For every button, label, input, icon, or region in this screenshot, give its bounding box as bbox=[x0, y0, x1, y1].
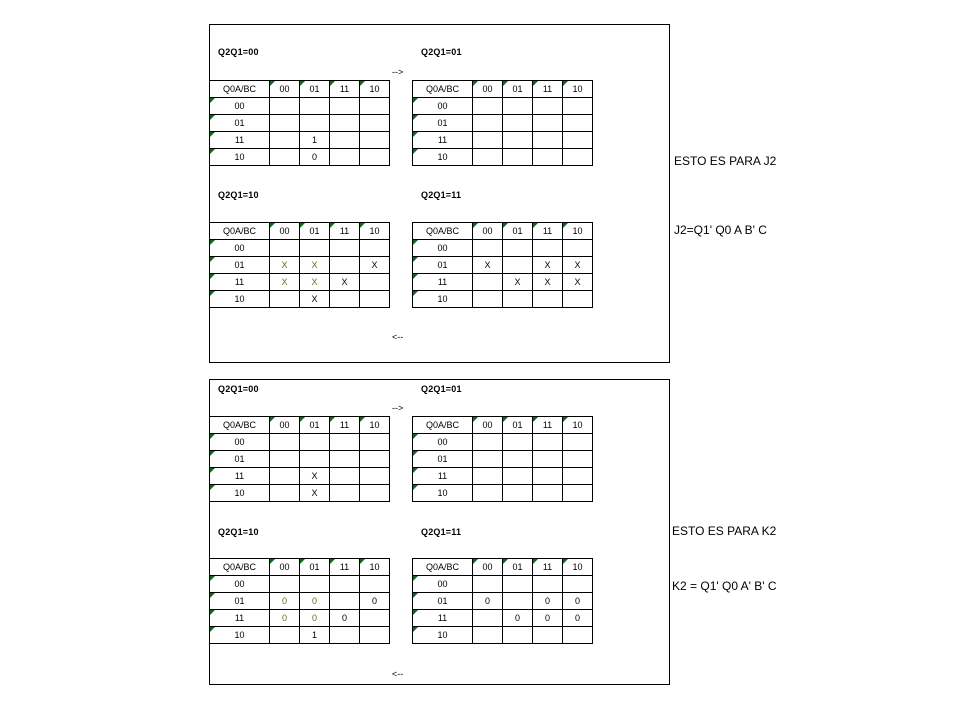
kmap-col-header: 10 bbox=[563, 559, 593, 576]
kmap-cell bbox=[330, 593, 360, 610]
kmap-cell bbox=[300, 434, 330, 451]
kmap-col-header: 10 bbox=[360, 223, 390, 240]
kmap-cell: X bbox=[270, 257, 300, 274]
kmap-cell bbox=[360, 240, 390, 257]
kmap-cell bbox=[473, 468, 503, 485]
kmap-cell bbox=[330, 576, 360, 593]
map-title: Q2Q1=10 bbox=[218, 527, 259, 537]
kmap-cell bbox=[330, 149, 360, 166]
kmap-cell bbox=[360, 434, 390, 451]
kmap-cell bbox=[563, 98, 593, 115]
kmap-cell bbox=[360, 485, 390, 502]
kmap-cell bbox=[533, 115, 563, 132]
kmap-cell: X bbox=[300, 274, 330, 291]
kmap-row-label: 11 bbox=[413, 274, 473, 291]
kmap-cell bbox=[503, 257, 533, 274]
kmap-table bbox=[412, 80, 593, 166]
kmap-cell bbox=[360, 132, 390, 149]
kmap-cell bbox=[533, 98, 563, 115]
kmap-row-label: 11 bbox=[413, 468, 473, 485]
kmap-table bbox=[412, 222, 593, 308]
kmap-cell bbox=[533, 149, 563, 166]
kmap-cell bbox=[360, 451, 390, 468]
kmap-cell: X bbox=[330, 274, 360, 291]
kmap-cell bbox=[360, 627, 390, 644]
kmap-row-label: 11 bbox=[210, 610, 270, 627]
kmap-row-label: 10 bbox=[413, 627, 473, 644]
kmap-cell bbox=[473, 485, 503, 502]
kmap-cell: X bbox=[563, 274, 593, 291]
arrow-right: --> bbox=[392, 67, 404, 77]
kmap-cell bbox=[533, 468, 563, 485]
kmap-cell bbox=[503, 98, 533, 115]
kmap-row-label: 11 bbox=[210, 274, 270, 291]
kmap-row-label: 11 bbox=[210, 132, 270, 149]
kmap-cell bbox=[533, 485, 563, 502]
kmap-row-label: 10 bbox=[413, 291, 473, 308]
kmap-cell: 0 bbox=[563, 593, 593, 610]
kmap-cell bbox=[533, 576, 563, 593]
kmap-table bbox=[412, 416, 593, 502]
kmap-cell bbox=[270, 485, 300, 502]
kmap-cell: X bbox=[473, 257, 503, 274]
kmap-col-header: 01 bbox=[300, 81, 330, 98]
kmap-cell: X bbox=[360, 257, 390, 274]
kmap-col-header: 11 bbox=[330, 81, 360, 98]
kmap-cell bbox=[473, 149, 503, 166]
kmap-cell bbox=[503, 115, 533, 132]
kmap-cell bbox=[300, 576, 330, 593]
kmap-cell bbox=[330, 132, 360, 149]
kmap-col-header: 00 bbox=[473, 81, 503, 98]
kmap-cell bbox=[473, 240, 503, 257]
kmap-corner-label: Q0A/BC bbox=[413, 417, 473, 434]
kmap-col-header: 01 bbox=[503, 417, 533, 434]
kmap-cell: 0 bbox=[300, 610, 330, 627]
kmap-col-header: 00 bbox=[473, 559, 503, 576]
kmap-cell bbox=[503, 132, 533, 149]
kmap-row-label: 11 bbox=[413, 132, 473, 149]
kmap-col-header: 10 bbox=[563, 417, 593, 434]
kmap-table bbox=[209, 80, 390, 166]
kmap-row-label: 00 bbox=[210, 434, 270, 451]
kmap-col-header: 00 bbox=[270, 223, 300, 240]
map-title: Q2Q1=10 bbox=[218, 190, 259, 200]
kmap-cell bbox=[563, 627, 593, 644]
kmap-cell: X bbox=[300, 257, 330, 274]
kmap-cell bbox=[270, 451, 300, 468]
kmap-cell bbox=[300, 98, 330, 115]
kmap-cell: 0 bbox=[503, 610, 533, 627]
kmap-col-header: 01 bbox=[503, 81, 533, 98]
kmap-cell bbox=[503, 593, 533, 610]
kmap-row-label: 00 bbox=[413, 98, 473, 115]
kmap-col-header: 00 bbox=[270, 81, 300, 98]
kmap-cell bbox=[270, 98, 300, 115]
kmap-cell: 0 bbox=[270, 610, 300, 627]
kmap-cell bbox=[270, 576, 300, 593]
kmap-cell: 1 bbox=[300, 627, 330, 644]
kmap-table bbox=[209, 558, 390, 644]
kmap-col-header: 01 bbox=[300, 223, 330, 240]
kmap-cell: 0 bbox=[330, 610, 360, 627]
kmap-cell bbox=[503, 468, 533, 485]
kmap-cell: 0 bbox=[300, 149, 330, 166]
kmap-row-label: 10 bbox=[413, 485, 473, 502]
kmap-cell: 0 bbox=[270, 593, 300, 610]
kmap-col-header: 11 bbox=[330, 223, 360, 240]
kmap-cell bbox=[503, 149, 533, 166]
kmap-col-header: 00 bbox=[473, 417, 503, 434]
map-title: Q2Q1=00 bbox=[218, 384, 259, 394]
kmap-cell bbox=[503, 240, 533, 257]
kmap-cell: X bbox=[533, 257, 563, 274]
kmap-cell bbox=[563, 451, 593, 468]
kmap-row-label: 01 bbox=[413, 451, 473, 468]
kmap-cell bbox=[270, 149, 300, 166]
kmap-row-label: 01 bbox=[413, 257, 473, 274]
kmap-cell bbox=[503, 291, 533, 308]
kmap-cell bbox=[503, 451, 533, 468]
kmap-cell: X bbox=[563, 257, 593, 274]
kmap-cell bbox=[473, 610, 503, 627]
kmap-cell bbox=[360, 115, 390, 132]
kmap-cell bbox=[533, 291, 563, 308]
kmap-cell bbox=[300, 115, 330, 132]
kmap-row-label: 10 bbox=[210, 485, 270, 502]
kmap-col-header: 10 bbox=[360, 81, 390, 98]
kmap-cell bbox=[330, 98, 360, 115]
kmap-cell bbox=[330, 257, 360, 274]
kmap-cell: 0 bbox=[473, 593, 503, 610]
kmap-row-label: 10 bbox=[210, 291, 270, 308]
kmap-row-label: 10 bbox=[210, 149, 270, 166]
kmap-cell bbox=[563, 468, 593, 485]
kmap-row-label: 01 bbox=[413, 115, 473, 132]
kmap-cell bbox=[473, 115, 503, 132]
kmap-row-label: 11 bbox=[210, 468, 270, 485]
kmap-col-header: 00 bbox=[270, 559, 300, 576]
kmap-col-header: 10 bbox=[360, 417, 390, 434]
kmap-cell bbox=[360, 468, 390, 485]
kmap-cell: X bbox=[270, 274, 300, 291]
kmap-row-label: 00 bbox=[413, 240, 473, 257]
kmap-col-header: 11 bbox=[533, 559, 563, 576]
kmap-cell bbox=[473, 434, 503, 451]
note-title: ESTO ES PARA J2 bbox=[674, 154, 777, 168]
kmap-col-header: 11 bbox=[533, 223, 563, 240]
kmap-cell: 0 bbox=[360, 593, 390, 610]
map-title: Q2Q1=11 bbox=[421, 190, 462, 200]
kmap-corner-label: Q0A/BC bbox=[413, 559, 473, 576]
kmap-cell bbox=[533, 627, 563, 644]
kmap-cell bbox=[360, 98, 390, 115]
kmap-cell bbox=[533, 434, 563, 451]
kmap-cell: X bbox=[300, 485, 330, 502]
kmap-cell bbox=[270, 115, 300, 132]
kmap-corner-label: Q0A/BC bbox=[413, 81, 473, 98]
kmap-cell bbox=[503, 485, 533, 502]
note-title: ESTO ES PARA K2 bbox=[672, 524, 777, 538]
kmap-cell bbox=[533, 451, 563, 468]
kmap-col-header: 01 bbox=[503, 223, 533, 240]
kmap-cell: 0 bbox=[533, 610, 563, 627]
kmap-cell bbox=[533, 132, 563, 149]
kmap-row-label: 00 bbox=[413, 434, 473, 451]
map-title: Q2Q1=01 bbox=[421, 47, 462, 57]
kmap-corner-label: Q0A/BC bbox=[210, 223, 270, 240]
kmap-cell bbox=[330, 434, 360, 451]
map-title: Q2Q1=11 bbox=[421, 527, 462, 537]
kmap-cell bbox=[473, 291, 503, 308]
kmap-cell bbox=[330, 115, 360, 132]
kmap-cell bbox=[300, 240, 330, 257]
kmap-table bbox=[209, 416, 390, 502]
kmap-row-label: 01 bbox=[413, 593, 473, 610]
kmap-col-header: 11 bbox=[330, 417, 360, 434]
kmap-corner-label: Q0A/BC bbox=[210, 81, 270, 98]
kmap-cell bbox=[473, 98, 503, 115]
kmap-col-header: 10 bbox=[563, 223, 593, 240]
kmap-row-label: 00 bbox=[210, 576, 270, 593]
kmap-cell: X bbox=[300, 291, 330, 308]
arrow-left: <-- bbox=[392, 332, 404, 342]
kmap-cell bbox=[330, 291, 360, 308]
kmap-row-label: 10 bbox=[413, 149, 473, 166]
kmap-cell bbox=[330, 468, 360, 485]
kmap-cell bbox=[270, 240, 300, 257]
kmap-corner-label: Q0A/BC bbox=[210, 559, 270, 576]
kmap-row-label: 01 bbox=[210, 257, 270, 274]
kmap-col-header: 00 bbox=[270, 417, 300, 434]
note-equation: K2 = Q1' Q0 A' B' C bbox=[672, 579, 777, 593]
kmap-cell bbox=[563, 485, 593, 502]
kmap-cell bbox=[360, 610, 390, 627]
kmap-corner-label: Q0A/BC bbox=[413, 223, 473, 240]
kmap-cell bbox=[563, 149, 593, 166]
kmap-cell bbox=[473, 132, 503, 149]
kmap-col-header: 01 bbox=[503, 559, 533, 576]
kmap-cell bbox=[533, 240, 563, 257]
kmap-cell bbox=[270, 468, 300, 485]
kmap-cell bbox=[473, 274, 503, 291]
kmap-col-header: 10 bbox=[360, 559, 390, 576]
kmap-cell: 1 bbox=[300, 132, 330, 149]
kmap-col-header: 11 bbox=[330, 559, 360, 576]
kmap-cell bbox=[270, 132, 300, 149]
kmap-cell bbox=[300, 451, 330, 468]
kmap-row-label: 01 bbox=[210, 115, 270, 132]
kmap-col-header: 11 bbox=[533, 81, 563, 98]
kmap-cell bbox=[563, 115, 593, 132]
kmap-row-label: 01 bbox=[210, 593, 270, 610]
kmap-row-label: 10 bbox=[210, 627, 270, 644]
kmap-col-header: 01 bbox=[300, 417, 330, 434]
kmap-cell: X bbox=[533, 274, 563, 291]
kmap-cell bbox=[360, 149, 390, 166]
kmap-col-header: 00 bbox=[473, 223, 503, 240]
kmap-cell bbox=[360, 274, 390, 291]
kmap-cell bbox=[360, 291, 390, 308]
kmap-cell: 0 bbox=[300, 593, 330, 610]
kmap-cell: 0 bbox=[533, 593, 563, 610]
kmap-cell bbox=[563, 291, 593, 308]
kmap-cell bbox=[563, 576, 593, 593]
kmap-cell bbox=[360, 576, 390, 593]
kmap-corner-label: Q0A/BC bbox=[210, 417, 270, 434]
kmap-col-header: 01 bbox=[300, 559, 330, 576]
kmap-cell bbox=[270, 434, 300, 451]
kmap-cell bbox=[330, 240, 360, 257]
kmap-cell bbox=[563, 240, 593, 257]
arrow-left: <-- bbox=[392, 669, 404, 679]
kmap-cell bbox=[563, 434, 593, 451]
kmap-cell bbox=[503, 576, 533, 593]
arrow-right: --> bbox=[392, 403, 404, 413]
map-title: Q2Q1=01 bbox=[421, 384, 462, 394]
kmap-cell bbox=[473, 576, 503, 593]
kmap-cell bbox=[503, 434, 533, 451]
kmap-cell bbox=[330, 485, 360, 502]
kmap-col-header: 11 bbox=[533, 417, 563, 434]
kmap-cell bbox=[330, 451, 360, 468]
kmap-cell bbox=[270, 627, 300, 644]
kmap-cell: X bbox=[503, 274, 533, 291]
kmap-cell: X bbox=[300, 468, 330, 485]
kmap-cell bbox=[473, 627, 503, 644]
kmap-cell: 0 bbox=[563, 610, 593, 627]
kmap-table bbox=[209, 222, 390, 308]
kmap-row-label: 00 bbox=[413, 576, 473, 593]
kmap-table bbox=[412, 558, 593, 644]
kmap-col-header: 10 bbox=[563, 81, 593, 98]
kmap-cell bbox=[473, 451, 503, 468]
note-equation: J2=Q1' Q0 A B' C bbox=[674, 223, 767, 237]
kmap-cell bbox=[503, 627, 533, 644]
kmap-row-label: 11 bbox=[413, 610, 473, 627]
kmap-row-label: 00 bbox=[210, 240, 270, 257]
map-title: Q2Q1=00 bbox=[218, 47, 259, 57]
kmap-cell bbox=[270, 291, 300, 308]
kmap-cell bbox=[330, 627, 360, 644]
kmap-row-label: 00 bbox=[210, 98, 270, 115]
kmap-cell bbox=[563, 132, 593, 149]
kmap-row-label: 01 bbox=[210, 451, 270, 468]
